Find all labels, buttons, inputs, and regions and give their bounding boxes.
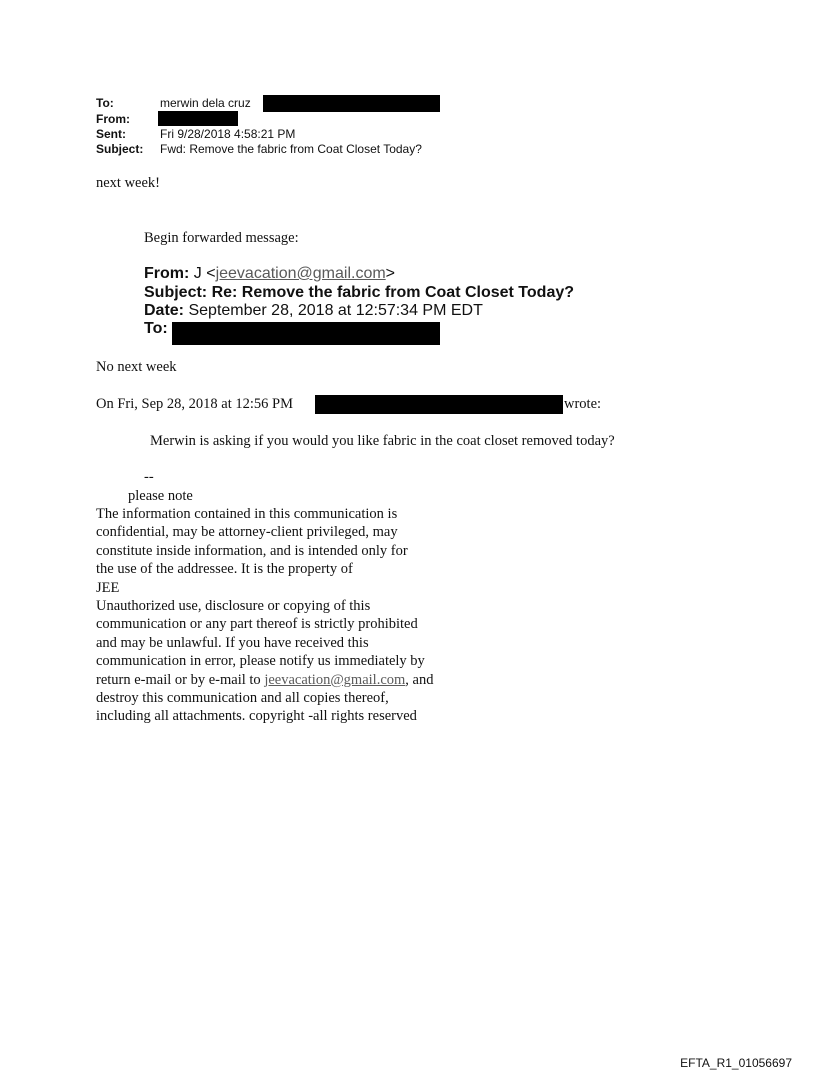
disclaimer-email-line: [96, 671, 433, 689]
disclaimer-line: The information contained in this communication is: [96, 506, 398, 522]
fwd-date-line: [144, 302, 483, 320]
redaction-bar: [158, 111, 238, 126]
disclaimer-line: communication in error, please notify us immediately by: [96, 653, 425, 670]
sent-value: Fri 9/28/2018 4:58:21 PM: [160, 127, 296, 141]
disclaimer-line: and may be unlawful. If you have received this: [96, 634, 369, 651]
disclaimer: [96, 505, 433, 726]
forward-intro: Begin forwarded message:: [144, 230, 299, 246]
fwd-to-label: To:: [144, 320, 168, 337]
fwd-from-email-link[interactable]: jeevacation@gmail.com: [215, 265, 386, 282]
redaction-bar: [315, 395, 563, 414]
disclaimer-email-link[interactable]: jeevacation@gmail.com: [264, 671, 406, 688]
to-label: To:: [96, 96, 114, 110]
please-note: please note: [128, 488, 193, 504]
disclaimer-line: JEE: [96, 579, 120, 596]
reply-text: No next week: [96, 359, 177, 375]
redaction-bar: [172, 322, 440, 345]
fwd-to-line: [144, 320, 168, 338]
disclaimer-line: confidential, may be attorney-client privileged, may: [96, 524, 398, 541]
fwd-subject-line: [144, 284, 574, 302]
disclaimer-line: including all attachments. copyright -all rights reserved: [96, 708, 417, 725]
signature-dashes: --: [144, 469, 154, 485]
disclaimer-email-prefix: return e-mail or by e-mail to: [96, 671, 265, 688]
disclaimer-line: communication or any part thereof is strictly prohibited: [96, 616, 418, 633]
subject-value: Fwd: Remove the fabric from Coat Closet Today?: [160, 142, 422, 156]
quoted-text: Merwin is asking if you would you like fabric in the coat closet removed today?: [150, 433, 615, 449]
fwd-subject-value: Re: Remove the fabric from Coat Closet Today?: [211, 284, 575, 301]
subject-label: Subject:: [96, 142, 144, 156]
opening-text: next week!: [96, 175, 161, 191]
fwd-date-value: September 28, 2018 at 12:57:34 PM EDT: [188, 302, 483, 319]
disclaimer-line: Unauthorized use, disclosure or copying of this: [96, 598, 371, 615]
document-id: EFTA_R1_01056697: [680, 1056, 792, 1070]
fwd-from-label: From:: [144, 265, 190, 282]
fwd-date-label: Date:: [144, 302, 185, 319]
disclaimer-line: the use of the addressee. It is the property of: [96, 561, 353, 578]
fwd-from-close: >: [385, 265, 396, 282]
disclaimer-email-suffix: , and: [405, 671, 434, 688]
to-value: merwin dela cruz: [160, 96, 251, 110]
fwd-subject-label: Subject:: [144, 284, 208, 301]
disclaimer-line: destroy this communication and all copies thereof,: [96, 690, 389, 707]
fwd-from-name: J <: [193, 265, 216, 282]
fwd-from-line: [144, 265, 395, 283]
on-line-suffix: wrote:: [564, 396, 602, 412]
redaction-bar: [263, 95, 440, 112]
on-line-prefix: On Fri, Sep 28, 2018 at 12:56 PM: [96, 396, 293, 412]
from-label: From:: [96, 112, 130, 126]
disclaimer-line: constitute inside information, and is intended only for: [96, 542, 408, 559]
sent-label: Sent:: [96, 127, 126, 141]
